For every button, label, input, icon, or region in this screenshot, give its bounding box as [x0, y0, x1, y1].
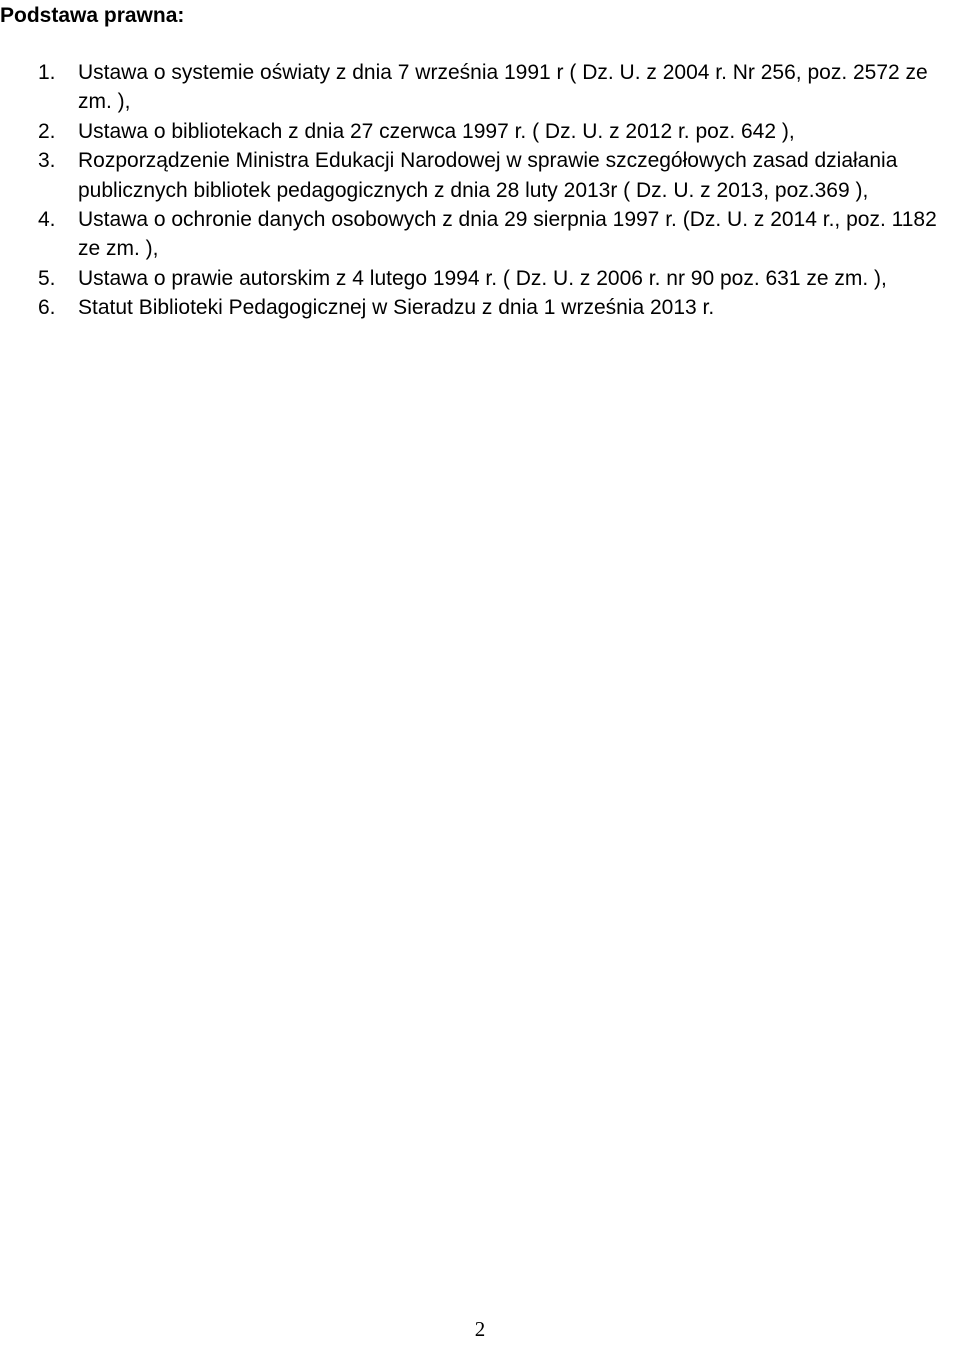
section-heading: Podstawa prawna:	[0, 4, 185, 27]
list-item-text: Rozporządzenie Ministra Edukacji Narodowej w sprawie szczegółowych zasad działania publicznych bibliotek pedagogicznych z dnia 28 luty 2013r ( Dz. U. z 2013, poz.369 ),	[78, 149, 898, 202]
legal-basis-list	[38, 58, 960, 323]
list-item	[38, 58, 960, 117]
list-item-text: Ustawa o systemie oświaty z dnia 7 września 1991 r ( Dz. U. z 2004 r. Nr 256, poz. 2572 ze zm. ),	[78, 61, 928, 114]
list-item-text: Ustawa o prawie autorskim z 4 lutego 1994 r. ( Dz. U. z 2006 r. nr 90 poz. 631 ze zm. ),	[78, 266, 887, 290]
list-item-number: 1.	[38, 61, 56, 84]
list-item	[38, 146, 960, 205]
list-item-text: Ustawa o bibliotekach z dnia 27 czerwca 1997 r. ( Dz. U. z 2012 r. poz. 642 ),	[78, 119, 795, 143]
list-item	[38, 264, 960, 293]
page-number: 2	[474, 1317, 486, 1341]
list-item-number: 4.	[38, 208, 56, 232]
list-item-number: 6.	[38, 296, 56, 320]
list-item	[38, 205, 960, 264]
list-item-text: Ustawa o ochronie danych osobowych z dnia 29 sierpnia 1997 r. (Dz. U. z 2014 r., poz. 1182 ze zm. ),	[78, 208, 937, 261]
list-item-number: 2.	[38, 119, 56, 143]
list-item-number: 5.	[38, 266, 56, 290]
list-item-number: 3.	[38, 149, 56, 173]
list-item	[38, 117, 960, 146]
list-item	[38, 293, 960, 322]
list-item-text: Statut Biblioteki Pedagogicznej w Sieradzu z dnia 1 września 2013 r.	[78, 296, 715, 320]
